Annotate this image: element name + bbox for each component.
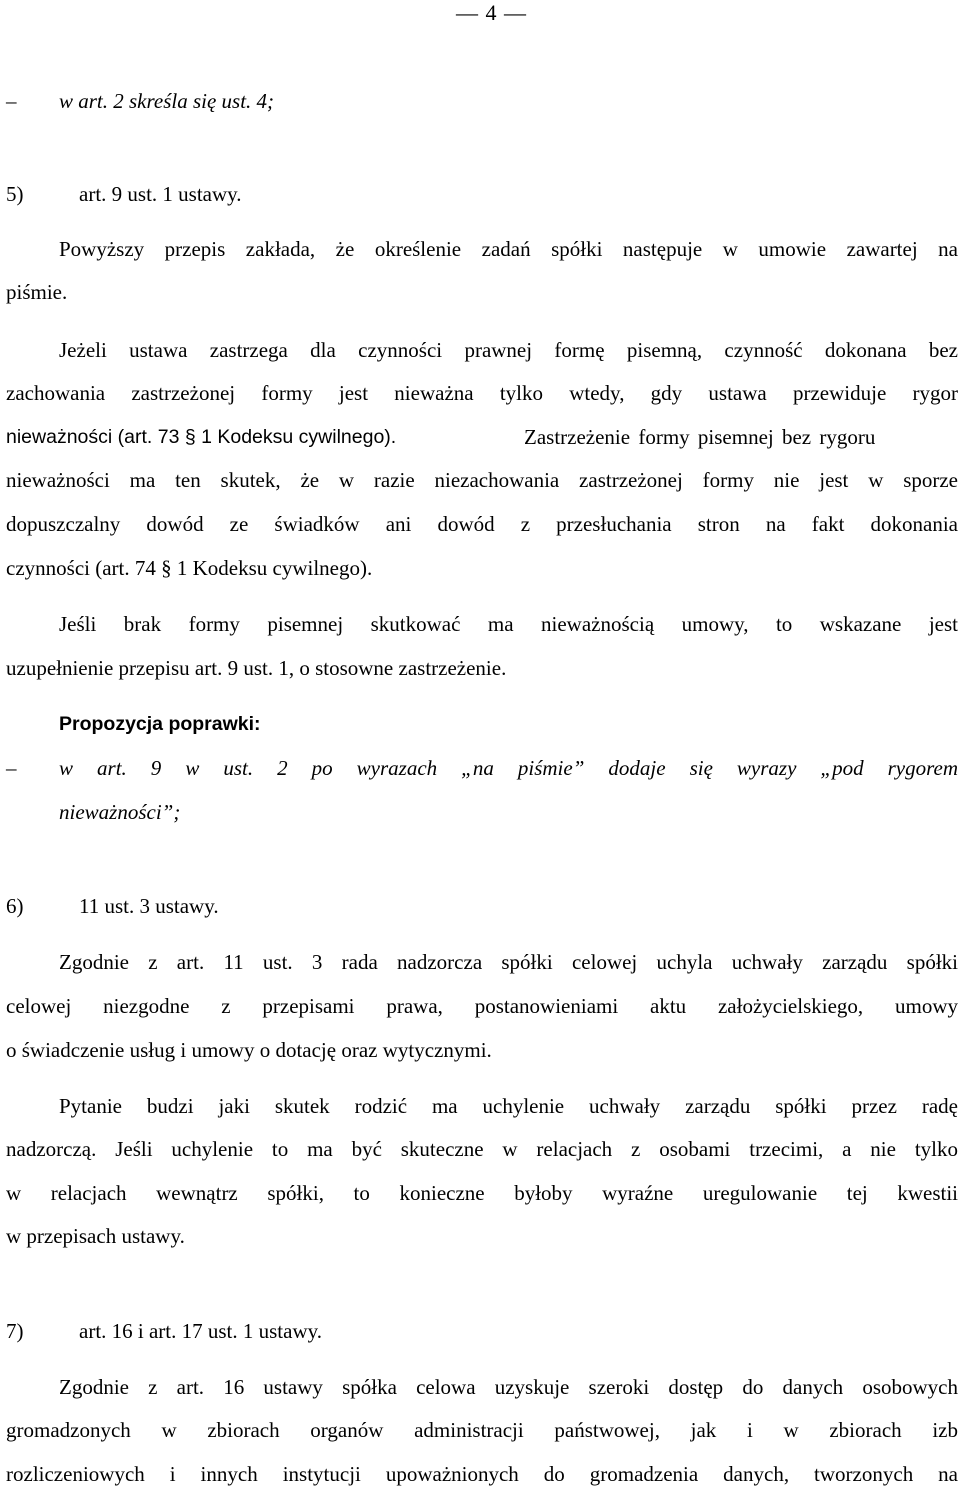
item-title: 11 ust. 3 ustawy. — [79, 894, 219, 918]
proposal-line: w art. 9 w ust. 2 po wyrazach „na piśmie” dodaje się wyrazy „pod rygorem — [59, 756, 958, 780]
list-dash: – — [6, 89, 17, 113]
proposal-line: nieważności”; — [59, 800, 181, 824]
proposal-heading: Propozycja poprawki: — [59, 713, 261, 735]
paragraph-line: Jeśli brak formy pisemnej skutkować ma nieważnością umowy, to wskazane jest — [59, 612, 958, 636]
paragraph-line-sans: nieważności (art. 73 § 1 Kodeksu cywilnego). — [6, 426, 397, 448]
paragraph-line: w przepisach ustawy. — [6, 1224, 185, 1248]
paragraph-line: Zgodnie z art. 11 ust. 3 rada nadzorcza spółki celowej uchyla uchwały zarządu spółki — [59, 950, 958, 974]
paragraph-line: Zastrzeżenie formy pisemnej bez rygoru — [524, 425, 876, 449]
paragraph-line: piśmie. — [6, 280, 68, 304]
paragraph-line: czynności (art. 74 § 1 Kodeksu cywilnego). — [6, 556, 373, 580]
item-title: art. 9 ust. 1 ustawy. — [79, 182, 242, 206]
paragraph-line: gromadzonych w zbiorach organów administracji państwowej, jak i w zbiorach izb — [6, 1418, 958, 1442]
paragraph-line: w relacjach wewnątrz spółki, to konieczne byłoby wyraźne uregulowanie tej kwestii — [6, 1181, 958, 1205]
paragraph-line: nieważności ma ten skutek, że w razie niezachowania zastrzeżonej formy nie jest w sporze — [6, 468, 958, 492]
paragraph-line: Pytanie budzi jaki skutek rodzić ma uchylenie uchwały zarządu spółki przez radę — [59, 1094, 958, 1118]
list-dash: – — [6, 756, 17, 780]
paragraph-line: rozliczeniowych i innych instytucji upoważnionych do gromadzenia danych, tworzonych na — [6, 1462, 958, 1486]
paragraph-line: dopuszczalny dowód ze świadków ani dowód z przesłuchania stron na fakt dokonania — [6, 512, 958, 536]
paragraph-line: Powyższy przepis zakłada, że określenie zadań spółki następuje w umowie zawartej na — [59, 237, 958, 261]
page-number: — 4 — — [456, 0, 527, 25]
item-number: 5) — [6, 182, 24, 206]
paragraph-line: zachowania zastrzeżonej formy jest nieważna tylko wtedy, gdy ustawa przewiduje rygor — [6, 381, 958, 405]
item-title: art. 16 i art. 17 ust. 1 ustawy. — [79, 1319, 323, 1343]
item-number: 7) — [6, 1319, 24, 1343]
paragraph-line: Zgodnie z art. 16 ustawy spółka celowa uzyskuje szeroki dostęp do danych osobowych — [59, 1375, 958, 1399]
paragraph-line: Jeżeli ustawa zastrzega dla czynności prawnej formę pisemną, czynność dokonana bez — [59, 338, 958, 362]
paragraph-line: nadzorczą. Jeśli uchylenie to ma być skuteczne w relacjach z osobami trzecimi, a nie tylko — [6, 1137, 958, 1161]
paragraph-line: uzupełnienie przepisu art. 9 ust. 1, o stosowne zastrzeżenie. — [6, 656, 507, 680]
paragraph-line: o świadczenie usług i umowy o dotację oraz wytycznymi. — [6, 1038, 492, 1062]
item-number: 6) — [6, 894, 24, 918]
paragraph-line: celowej niezgodne z przepisami prawa, postanowieniami aktu założycielskiego, umowy — [6, 994, 958, 1018]
amendment-strike-text: w art. 2 skreśla się ust. 4; — [59, 89, 275, 113]
